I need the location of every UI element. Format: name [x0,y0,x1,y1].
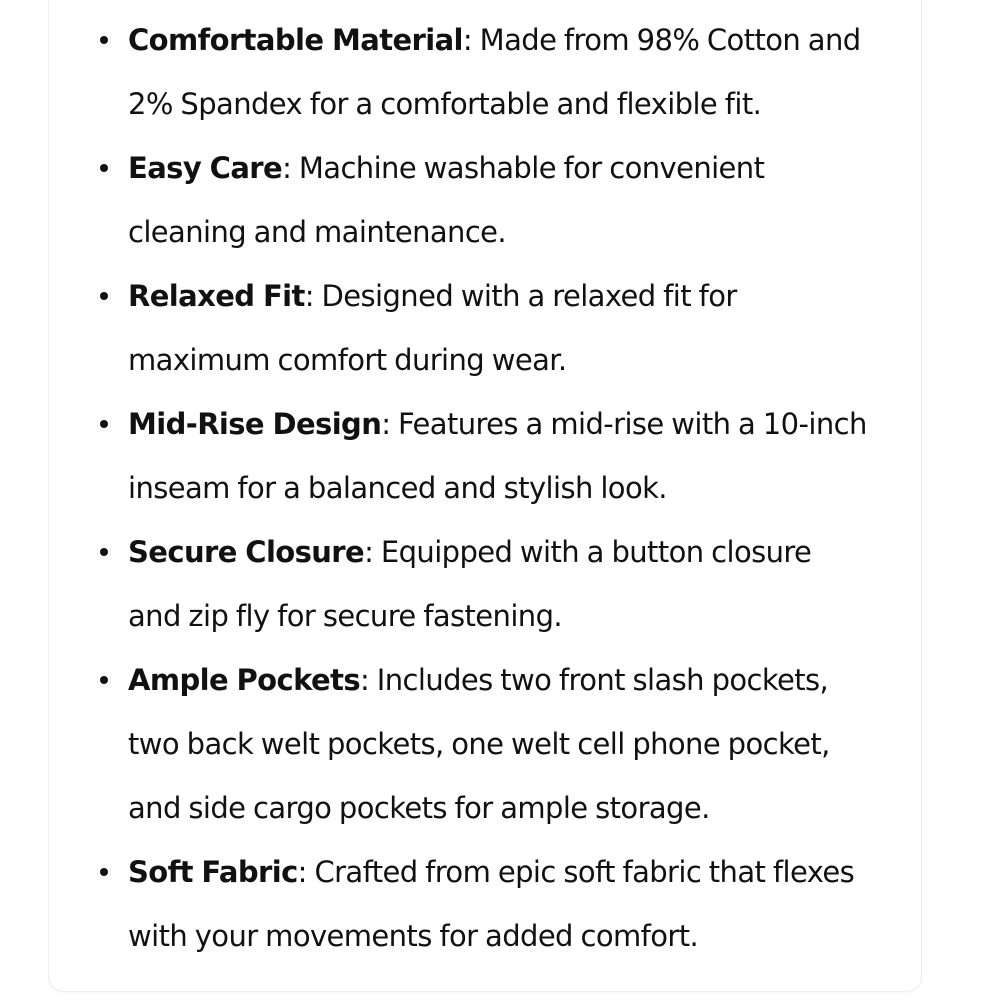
feature-text: : Made from 98% Cotton and [462,23,861,57]
feature-text: two back welt pockets, one welt cell phone pocket, [128,727,830,761]
feature-item-relaxed-fit [128,264,918,392]
feature-name: Mid-Rise Design [128,407,382,441]
feature-item-secure-closure [128,520,918,648]
feature-name: Soft Fabric [128,855,298,889]
feature-line [128,520,918,584]
feature-name: Ample Pockets [128,663,360,697]
feature-text: : Includes two front slash pockets, [360,663,829,697]
feature-line [128,392,918,456]
feature-line [128,264,918,328]
feature-list [128,8,918,968]
feature-item-easy-care [128,136,918,264]
feature-item-ample-pockets [128,648,918,840]
bullet-icon [100,36,108,44]
feature-text: : Features a mid-rise with a 10-inch [381,407,867,441]
bullet-icon [100,676,108,684]
feature-item-mid-rise-design [128,392,918,520]
bullet-icon [100,420,108,428]
feature-item-soft-fabric [128,840,918,968]
feature-line [128,840,918,904]
feature-name: Relaxed Fit [128,279,305,313]
feature-text: : Machine washable for convenient [282,151,765,185]
feature-text: and zip fly for secure fastening. [128,599,562,633]
feature-name: Easy Care [128,151,283,185]
feature-line [128,648,918,712]
feature-text: : Designed with a relaxed fit for [304,279,737,313]
bullet-icon [100,292,108,300]
feature-text: maximum comfort during wear. [128,343,567,377]
bullet-icon [100,548,108,556]
feature-item-comfortable-material [128,8,918,136]
bullet-icon [100,868,108,876]
feature-text: inseam for a balanced and stylish look. [128,471,667,505]
feature-text: 2% Spandex for a comfortable and flexible fit. [128,87,762,121]
feature-text: : Equipped with a button closure [364,535,812,569]
feature-text: cleaning and maintenance. [128,215,507,249]
feature-line [128,8,918,72]
feature-line [128,136,918,200]
feature-text: and side cargo pockets for ample storage. [128,791,710,825]
bullet-icon [100,164,108,172]
feature-text: with your movements for added comfort. [128,919,699,953]
feature-name: Comfortable Material [128,23,463,57]
feature-text: : Crafted from epic soft fabric that flexes [297,855,855,889]
feature-name: Secure Closure [128,535,365,569]
